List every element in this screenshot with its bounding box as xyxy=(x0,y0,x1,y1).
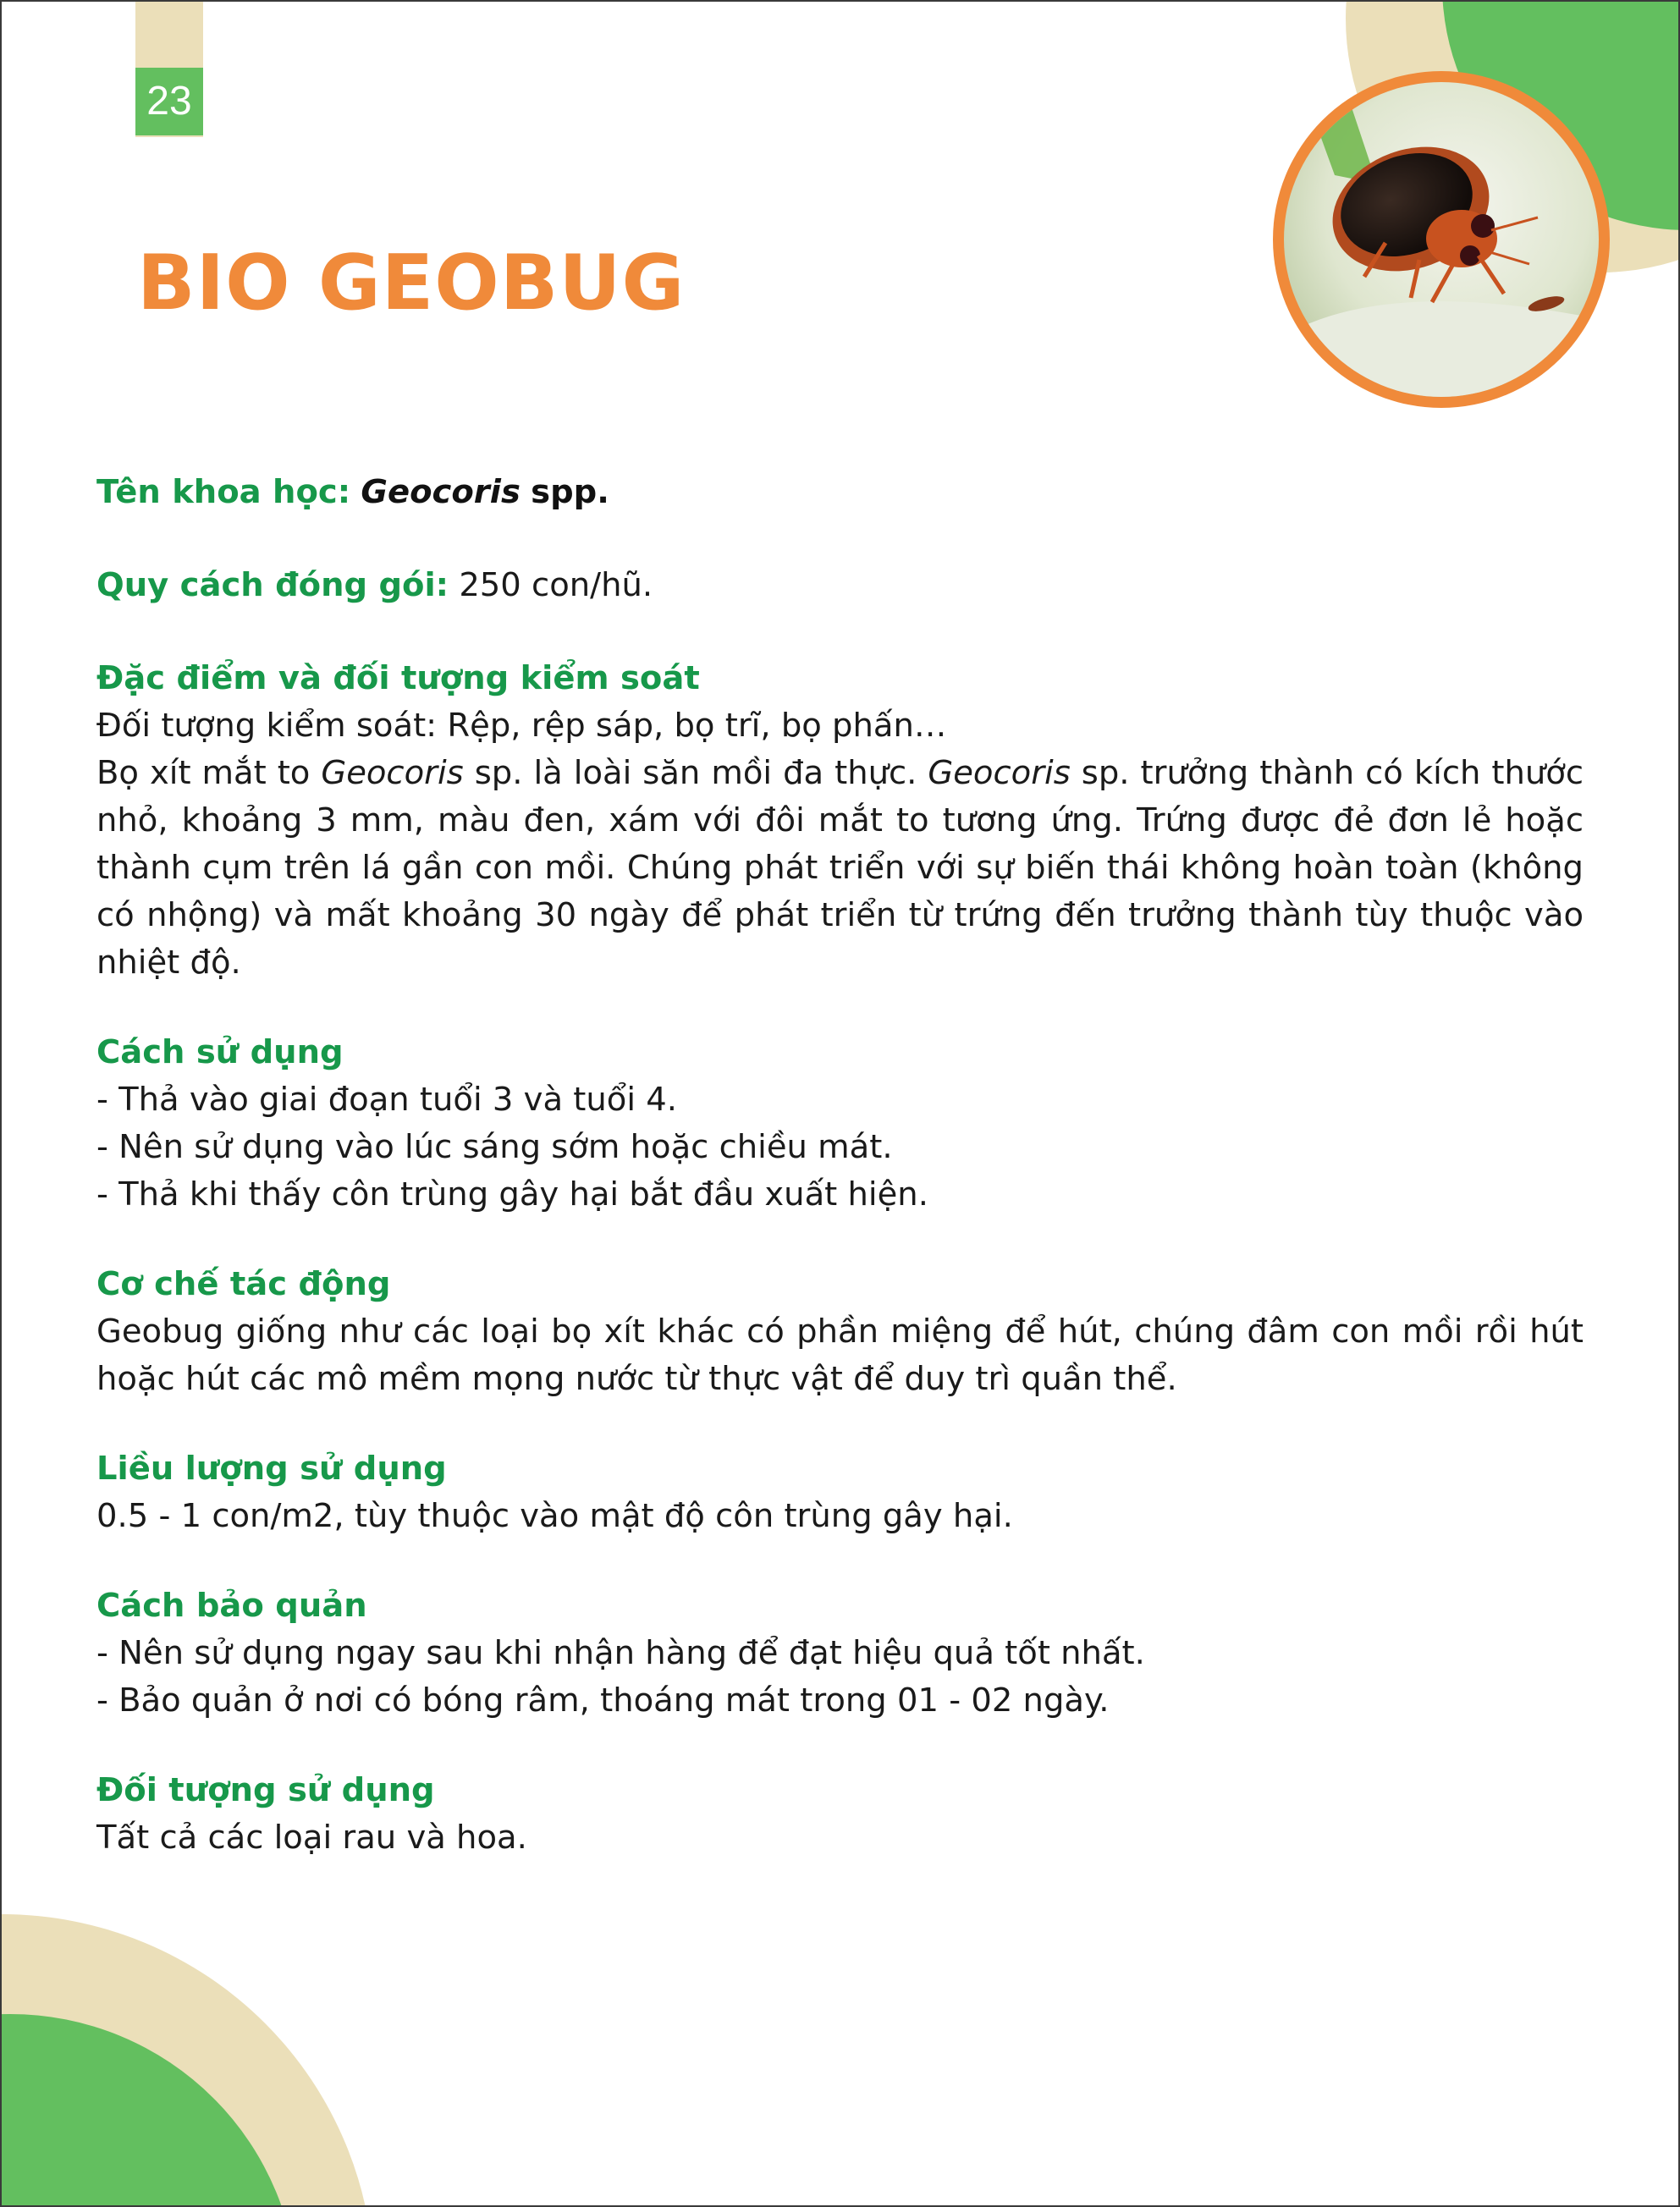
packaging-value: 250 con/hũ. xyxy=(459,566,653,604)
scientific-name-line xyxy=(96,469,1584,516)
insect-photo-frame xyxy=(1273,71,1610,408)
list-item: - Bảo quản ở nơi có bóng râm, thoáng mát trong 01 - 02 ngày. xyxy=(96,1681,1110,1720)
genus-name: Geocoris xyxy=(321,754,464,792)
geobug-insect-photo-icon xyxy=(1284,82,1599,397)
section-characteristics xyxy=(96,655,1584,987)
section-heading-usage: Cách sử dụng xyxy=(96,1033,344,1071)
section-heading-dosage: Liều lượng sử dụng xyxy=(96,1450,447,1488)
section-target-crops xyxy=(96,1767,1584,1862)
scientific-name-genus: Geocoris xyxy=(361,473,521,511)
list-item: - Thả vào giai đoạn tuổi 3 và tuổi 4. xyxy=(96,1081,677,1119)
section-heading-characteristics: Đặc điểm và đối tượng kiểm soát xyxy=(96,659,700,697)
scientific-name-suffix: spp. xyxy=(531,473,609,511)
genus-name: Geocoris xyxy=(928,754,1071,792)
section-mechanism xyxy=(96,1261,1584,1403)
section-heading-storage: Cách bảo quản xyxy=(96,1587,367,1625)
section-heading-target-crops: Đối tượng sử dụng xyxy=(96,1771,435,1809)
list-item: - Thả khi thấy côn trùng gây hại bắt đầu xuất hiện. xyxy=(96,1175,928,1214)
description-text: Bọ xít mắt to xyxy=(96,754,322,792)
description-text: sp. trưởng thành có kích thước nhỏ, khoảng 3 mm, màu đen, xám với đôi mắt to tương ứng. Trứng được đẻ đơn lẻ hoặc thành cụm trên lá gần con mồi. Chúng phát triển với sự biến thái không hoàn toàn (không có nhộng) và mất khoảng 30 ngày để phát triển từ trứng đến trưởng thành tùy thuộc vào nhiệt độ. xyxy=(96,754,1584,982)
page-title: BIO GEOBUG xyxy=(137,239,686,327)
mechanism-text: Geobug giống như các loại bọ xít khác có phần miệng để hút, chúng đâm con mồi rồi hút hoặc hút các mô mềm mọng nước từ thực vật để duy trì quần thể. xyxy=(96,1313,1584,1398)
characteristics-description xyxy=(96,750,1584,987)
list-item: - Nên sử dụng vào lúc sáng sớm hoặc chiều mát. xyxy=(96,1128,893,1166)
packaging-label: Quy cách đóng gói: xyxy=(96,566,449,604)
content-body xyxy=(96,469,1584,1862)
packaging-line xyxy=(96,562,1584,609)
description-text: sp. là loài săn mồi đa thực. xyxy=(463,754,928,792)
control-targets-text: Đối tượng kiểm soát: Rệp, rệp sáp, bọ trĩ, bọ phấn… xyxy=(96,707,947,745)
section-dosage xyxy=(96,1445,1584,1540)
section-heading-mechanism: Cơ chế tác động xyxy=(96,1265,391,1303)
page-number: 23 xyxy=(135,68,203,135)
target-crops-text: Tất cả các loại rau và hoa. xyxy=(96,1819,527,1857)
scientific-name-label: Tên khoa học: xyxy=(96,473,351,511)
section-usage xyxy=(96,1029,1584,1219)
dosage-text: 0.5 - 1 con/m2, tùy thuộc vào mật độ côn trùng gây hại. xyxy=(96,1497,1013,1535)
section-storage xyxy=(96,1582,1584,1725)
list-item: - Nên sử dụng ngay sau khi nhận hàng để đạt hiệu quả tốt nhất. xyxy=(96,1634,1145,1672)
